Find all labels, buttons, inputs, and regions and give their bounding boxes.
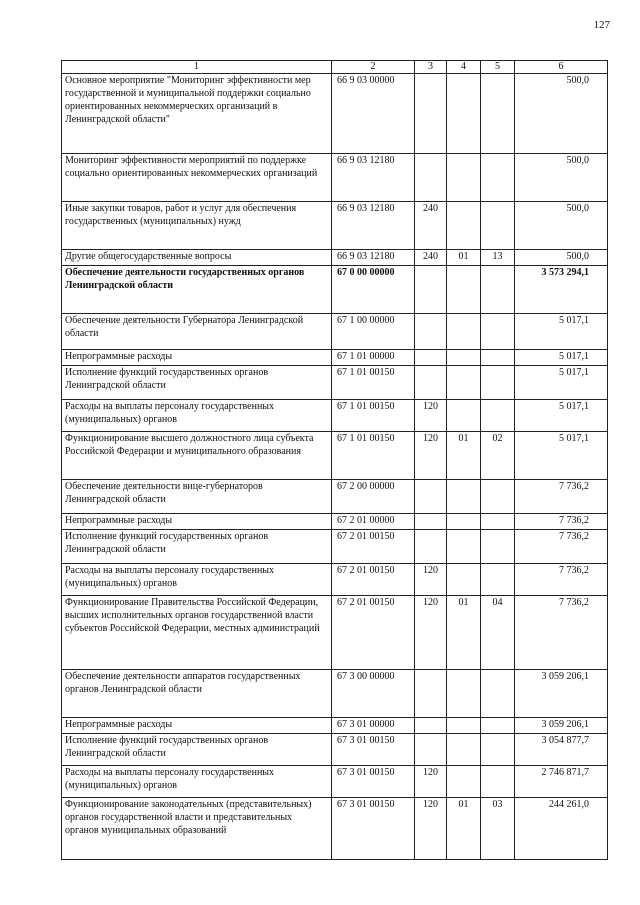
row-section-cell	[447, 734, 481, 766]
table-row	[62, 596, 608, 670]
row-code-cell: 67 2 01 00150	[332, 564, 415, 596]
row-expense-type-cell	[415, 718, 447, 734]
row-section-cell	[447, 350, 481, 366]
table-row	[62, 74, 608, 154]
row-expense-type-cell: 240	[415, 250, 447, 266]
row-section-cell	[447, 530, 481, 564]
row-amount-cell: 7 736,2	[515, 596, 608, 670]
table-row	[62, 202, 608, 250]
row-amount-cell: 7 736,2	[515, 514, 608, 530]
table-row	[62, 530, 608, 564]
row-amount-cell: 2 746 871,7	[515, 766, 608, 798]
table-body	[62, 74, 608, 860]
row-expense-type-cell	[415, 314, 447, 350]
row-code-cell: 66 9 03 12180	[332, 154, 415, 202]
table-row	[62, 154, 608, 202]
row-amount-cell: 244 261,0	[515, 798, 608, 860]
row-expense-type-cell	[415, 266, 447, 314]
row-section-cell: 01	[447, 432, 481, 480]
row-name-cell: Непрограммные расходы	[62, 514, 332, 530]
row-subsection-cell	[481, 530, 515, 564]
table-row	[62, 718, 608, 734]
row-subsection-cell	[481, 74, 515, 154]
row-code-cell: 67 3 01 00000	[332, 718, 415, 734]
row-expense-type-cell	[415, 514, 447, 530]
row-subsection-cell: 03	[481, 798, 515, 860]
row-amount-cell: 3 054 877,7	[515, 734, 608, 766]
row-expense-type-cell: 120	[415, 432, 447, 480]
row-expense-type-cell: 120	[415, 766, 447, 798]
row-name-cell: Непрограммные расходы	[62, 350, 332, 366]
row-amount-cell: 500,0	[515, 202, 608, 250]
row-amount-cell: 5 017,1	[515, 314, 608, 350]
row-expense-type-cell: 240	[415, 202, 447, 250]
row-name-cell: Расходы на выплаты персоналу государственных (муниципальных) органов	[62, 564, 332, 596]
row-expense-type-cell: 120	[415, 564, 447, 596]
row-subsection-cell	[481, 400, 515, 432]
budget-table	[61, 60, 608, 860]
row-section-cell	[447, 670, 481, 718]
row-code-cell: 67 2 00 00000	[332, 480, 415, 514]
row-expense-type-cell	[415, 74, 447, 154]
row-section-cell	[447, 718, 481, 734]
row-name-cell: Функционирование высшего должностного лица субъекта Российской Федерации и муниципального образования	[62, 432, 332, 480]
row-section-cell	[447, 480, 481, 514]
row-section-cell	[447, 766, 481, 798]
row-code-cell: 67 3 01 00150	[332, 766, 415, 798]
row-amount-cell: 5 017,1	[515, 400, 608, 432]
header-row	[62, 61, 608, 74]
row-amount-cell: 3 059 206,1	[515, 718, 608, 734]
row-amount-cell: 3 573 294,1	[515, 266, 608, 314]
row-subsection-cell	[481, 734, 515, 766]
row-name-cell: Обеспечение деятельности вице-губернаторов Ленинградской области	[62, 480, 332, 514]
row-section-cell	[447, 366, 481, 400]
row-code-cell: 67 1 01 00150	[332, 366, 415, 400]
budget-table-wrapper	[61, 60, 607, 860]
row-section-cell	[447, 154, 481, 202]
row-section-cell	[447, 400, 481, 432]
row-subsection-cell	[481, 514, 515, 530]
row-section-cell	[447, 514, 481, 530]
table-row	[62, 350, 608, 366]
row-expense-type-cell	[415, 366, 447, 400]
row-subsection-cell: 02	[481, 432, 515, 480]
row-subsection-cell	[481, 202, 515, 250]
row-code-cell: 67 3 01 00150	[332, 798, 415, 860]
table-row	[62, 480, 608, 514]
row-name-cell: Исполнение функций государственных органов Ленинградской области	[62, 530, 332, 564]
row-code-cell: 67 2 01 00150	[332, 530, 415, 564]
header-col-4: 4	[447, 61, 481, 74]
table-row	[62, 670, 608, 718]
row-name-cell: Расходы на выплаты персоналу государственных (муниципальных) органов	[62, 766, 332, 798]
row-amount-cell: 3 059 206,1	[515, 670, 608, 718]
row-code-cell: 66 9 03 12180	[332, 250, 415, 266]
row-code-cell: 66 9 03 00000	[332, 74, 415, 154]
row-code-cell: 67 1 00 00000	[332, 314, 415, 350]
row-code-cell: 67 1 01 00000	[332, 350, 415, 366]
row-section-cell: 01	[447, 250, 481, 266]
header-col-2: 2	[332, 61, 415, 74]
row-section-cell	[447, 564, 481, 596]
row-code-cell: 66 9 03 12180	[332, 202, 415, 250]
row-amount-cell: 7 736,2	[515, 530, 608, 564]
row-subsection-cell	[481, 718, 515, 734]
row-name-cell: Исполнение функций государственных органов Ленинградской области	[62, 366, 332, 400]
row-code-cell: 67 2 01 00000	[332, 514, 415, 530]
row-subsection-cell	[481, 350, 515, 366]
row-name-cell: Основное мероприятие "Мониторинг эффективности мер государственной и муниципальной поддержки социально ориентированных некоммерческих организаций в Ленинградской области"	[62, 74, 332, 154]
row-subsection-cell	[481, 670, 515, 718]
row-expense-type-cell	[415, 480, 447, 514]
row-amount-cell: 500,0	[515, 250, 608, 266]
row-subsection-cell: 13	[481, 250, 515, 266]
row-section-cell: 01	[447, 596, 481, 670]
table-row	[62, 314, 608, 350]
row-amount-cell: 7 736,2	[515, 564, 608, 596]
row-name-cell: Обеспечение деятельности государственных органов Ленинградской области	[62, 266, 332, 314]
row-expense-type-cell	[415, 734, 447, 766]
table-row	[62, 734, 608, 766]
row-subsection-cell	[481, 480, 515, 514]
row-code-cell: 67 2 01 00150	[332, 596, 415, 670]
row-expense-type-cell	[415, 670, 447, 718]
row-name-cell: Функционирование законодательных (представительных) органов государственной власти и представительных органов муниципальных образований	[62, 798, 332, 860]
header-col-3: 3	[415, 61, 447, 74]
table-row	[62, 432, 608, 480]
row-subsection-cell	[481, 314, 515, 350]
table-row	[62, 400, 608, 432]
row-section-cell	[447, 314, 481, 350]
row-name-cell: Мониторинг эффективности мероприятий по поддержке социально ориентированных некоммерческих организаций	[62, 154, 332, 202]
row-expense-type-cell	[415, 530, 447, 564]
table-row	[62, 250, 608, 266]
header-col-6: 6	[515, 61, 608, 74]
row-name-cell: Иные закупки товаров, работ и услуг для обеспечения государственных (муниципальных) нужд	[62, 202, 332, 250]
row-subsection-cell	[481, 154, 515, 202]
row-code-cell: 67 1 01 00150	[332, 432, 415, 480]
table-row	[62, 514, 608, 530]
row-subsection-cell	[481, 366, 515, 400]
row-name-cell: Исполнение функций государственных органов Ленинградской области	[62, 734, 332, 766]
row-expense-type-cell: 120	[415, 798, 447, 860]
row-name-cell: Обеспечение деятельности Губернатора Ленинградской области	[62, 314, 332, 350]
row-name-cell: Обеспечение деятельности аппаратов государственных органов Ленинградской области	[62, 670, 332, 718]
row-amount-cell: 5 017,1	[515, 432, 608, 480]
row-code-cell: 67 3 00 00000	[332, 670, 415, 718]
row-amount-cell: 500,0	[515, 74, 608, 154]
row-amount-cell: 7 736,2	[515, 480, 608, 514]
row-name-cell: Непрограммные расходы	[62, 718, 332, 734]
table-row	[62, 564, 608, 596]
row-amount-cell: 5 017,1	[515, 366, 608, 400]
table-row	[62, 798, 608, 860]
row-amount-cell: 5 017,1	[515, 350, 608, 366]
page-number: 127	[593, 19, 610, 31]
row-expense-type-cell: 120	[415, 400, 447, 432]
row-section-cell	[447, 266, 481, 314]
row-expense-type-cell	[415, 154, 447, 202]
row-amount-cell: 500,0	[515, 154, 608, 202]
row-name-cell: Другие общегосударственные вопросы	[62, 250, 332, 266]
row-section-cell	[447, 74, 481, 154]
row-code-cell: 67 0 00 00000	[332, 266, 415, 314]
row-section-cell	[447, 202, 481, 250]
row-expense-type-cell: 120	[415, 596, 447, 670]
table-row	[62, 766, 608, 798]
row-subsection-cell	[481, 766, 515, 798]
row-subsection-cell	[481, 564, 515, 596]
row-name-cell: Функционирование Правительства Российской Федерации, высших исполнительных органов государственной власти субъектов Российской Федерации, местных администраций	[62, 596, 332, 670]
row-name-cell: Расходы на выплаты персоналу государственных (муниципальных) органов	[62, 400, 332, 432]
header-col-1: 1	[62, 61, 332, 74]
row-code-cell: 67 1 01 00150	[332, 400, 415, 432]
header-col-5: 5	[481, 61, 515, 74]
table-row	[62, 366, 608, 400]
row-expense-type-cell	[415, 350, 447, 366]
table-row	[62, 266, 608, 314]
row-code-cell: 67 3 01 00150	[332, 734, 415, 766]
row-section-cell: 01	[447, 798, 481, 860]
row-subsection-cell: 04	[481, 596, 515, 670]
row-subsection-cell	[481, 266, 515, 314]
